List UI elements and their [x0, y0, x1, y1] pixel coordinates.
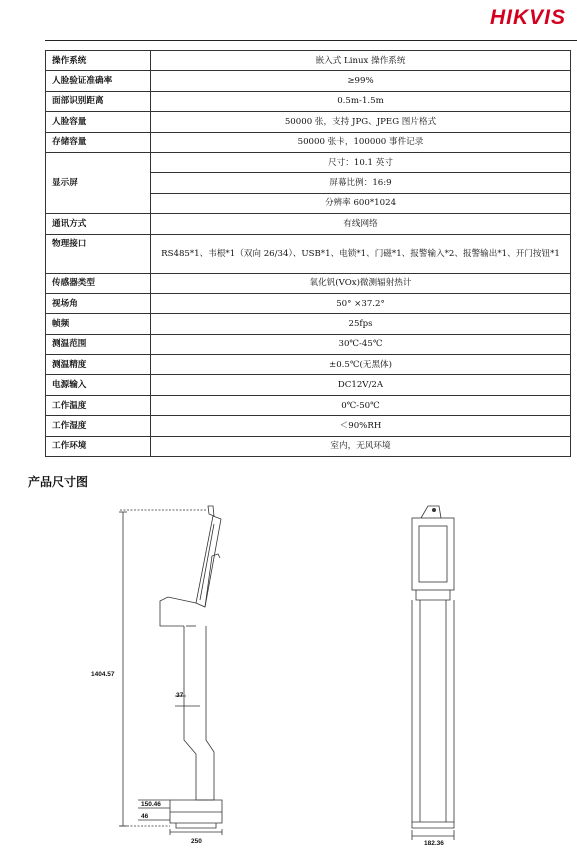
spec-value: 25fps — [151, 314, 571, 334]
table-row — [46, 112, 571, 132]
spec-value: 屏幕比例：16:9 — [151, 173, 571, 193]
spec-label: 工作湿度 — [46, 416, 151, 436]
spec-label: 人脸验证准确率 — [46, 71, 151, 91]
spec-value: ±0.5℃(无黑体) — [151, 355, 571, 375]
spec-value: 30℃-45℃ — [151, 334, 571, 354]
spec-label: 测温范围 — [46, 334, 151, 354]
spec-label: 显示屏 — [46, 152, 151, 213]
spec-value: 尺寸：10.1 英寸 — [151, 152, 571, 172]
table-row — [46, 436, 571, 456]
spec-table — [45, 50, 571, 457]
header-rule — [45, 40, 577, 41]
dim-pole: 37 — [176, 692, 184, 699]
table-row — [46, 355, 571, 375]
spec-label: 传感器类型 — [46, 273, 151, 293]
dim-height: 1404.57 — [91, 671, 115, 678]
table-row — [46, 152, 571, 172]
spec-label: 存储容量 — [46, 132, 151, 152]
table-row — [46, 416, 571, 436]
table-row — [46, 51, 571, 71]
spec-label: 电源输入 — [46, 375, 151, 395]
spec-value: 50° ×37.2° — [151, 293, 571, 313]
table-row — [46, 334, 571, 354]
spec-value: 有线网络 — [151, 214, 571, 234]
spec-label: 人脸容量 — [46, 112, 151, 132]
dim-front-width: 182.36 — [424, 840, 444, 847]
dim-base-height: 150.46 — [141, 801, 161, 808]
dim-base-offset: 46 — [141, 813, 149, 820]
spec-value: 50000 张卡，100000 事件记录 — [151, 132, 571, 152]
table-row — [46, 375, 571, 395]
spec-value: 氧化钒(VOx)微测辐射热计 — [151, 273, 571, 293]
spec-value: 嵌入式 Linux 操作系统 — [151, 51, 571, 71]
front-view-outline — [412, 506, 454, 828]
spec-value: RS485*1、韦根*1（双向 26/34）、USB*1、电锁*1、门磁*1、报警输入*2、报警输出*1、开门按钮*1 — [151, 234, 571, 273]
dim-base-depth: 250 — [191, 838, 202, 845]
table-row — [46, 273, 571, 293]
table-row — [46, 314, 571, 334]
spec-label: 帧频 — [46, 314, 151, 334]
table-row — [46, 214, 571, 234]
spec-value: 室内，无风环境 — [151, 436, 571, 456]
spec-label: 操作系统 — [46, 51, 151, 71]
spec-label: 工作环境 — [46, 436, 151, 456]
spec-value: 0℃-50℃ — [151, 395, 571, 415]
spec-label: 工作温度 — [46, 395, 151, 415]
table-row — [46, 234, 571, 273]
spec-value: 0.5m-1.5m — [151, 91, 571, 111]
spec-value: DC12V/2A — [151, 375, 571, 395]
table-row — [46, 132, 571, 152]
spec-value: ≥99% — [151, 71, 571, 91]
spec-label: 视场角 — [46, 293, 151, 313]
spec-label: 通讯方式 — [46, 214, 151, 234]
table-row — [46, 71, 571, 91]
front-view-dimension-lines — [412, 830, 454, 840]
spec-value: ＜90%RH — [151, 416, 571, 436]
side-view-outline — [160, 506, 222, 828]
spec-value: 50000 张，支持 JPG、JPEG 图片格式 — [151, 112, 571, 132]
dimension-drawing — [0, 490, 577, 867]
spec-label: 面部识别距离 — [46, 91, 151, 111]
spec-label: 测温精度 — [46, 355, 151, 375]
table-row — [46, 293, 571, 313]
spec-label: 物理接口 — [46, 234, 151, 273]
section-title: 产品尺寸图 — [28, 475, 89, 489]
table-row — [46, 395, 571, 415]
hikvision-logo: HIKVIS — [490, 6, 567, 29]
spec-value: 分辨率 600*1024 — [151, 193, 571, 213]
table-row — [46, 91, 571, 111]
camera-lens — [432, 508, 436, 512]
side-view-dimension-lines — [119, 510, 222, 835]
